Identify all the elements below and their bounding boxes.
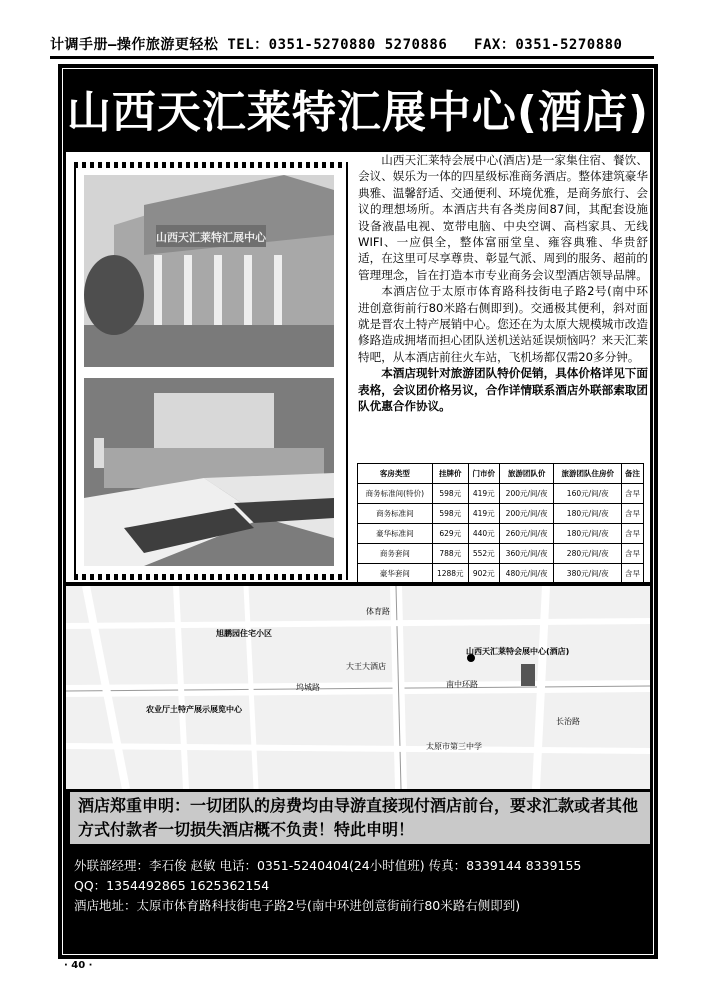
table-cell: 380元/间/夜 [554,564,622,584]
table-cell: 260元/间/夜 [499,524,554,544]
hotel-exterior-illustration [84,175,334,367]
hotel-room-illustration [84,378,334,566]
table-row [358,544,644,564]
map-label: 南中环路 [446,680,478,689]
header-rule [50,56,654,59]
table-cell: 含早 [622,544,644,564]
table-cell: 440元 [468,524,499,544]
map-roads [66,586,650,789]
table-cell: 180元/间/夜 [554,504,622,524]
table-cell: 200元/间/夜 [499,484,554,504]
rate-header-rack: 挂牌价 [432,464,468,484]
contact-qq: QQ：1354492865 1625362154 [74,878,270,893]
table-cell: 含早 [622,564,644,584]
table-cell: 含早 [622,484,644,504]
contact-manager-phone: 外联部经理：李石俊 赵敏 电话：0351-5240404(24小时值班) 传真：8339144 8339155 [74,858,582,873]
table-cell: 商务标准间(特价) [358,484,433,504]
rate-header-note: 备注 [622,464,644,484]
page-header [50,34,656,56]
page-number: · 40 · [64,960,93,971]
table-row [358,524,644,544]
table-cell: 419元 [468,504,499,524]
table-cell: 552元 [468,544,499,564]
hotel-exterior-photo [84,175,334,367]
table-cell: 280元/间/夜 [554,544,622,564]
table-cell: 200元/间/夜 [499,504,554,524]
map-label: 坞城路 [296,683,320,692]
payment-notice: 酒店郑重申明：一切团队的房费均由导游直接现付酒店前台，要求汇款或者其他方式付款者一切损失酒店概不负责！特此申明！ [70,792,650,844]
rate-table-header-row [358,464,644,484]
building-sign-text: 山西天汇莱特汇展中心 [156,231,266,244]
table-cell: 160元/间/夜 [554,484,622,504]
intro-paragraph-3: 本酒店现针对旅游团队特价促销，具体价格详见下面表格，会议团价格另议，合作详情联系酒店外联部索取团队优惠合作协议。 [358,366,648,414]
map-label: 太原市第三中学 [426,742,482,751]
header-slogan: 计调手册—操作旅游更轻松 [50,37,219,53]
rate-header-walkin: 门市价 [468,464,499,484]
table-cell: 1288元 [432,564,468,584]
table-row [358,564,644,584]
table-cell: 902元 [468,564,499,584]
map-label: 体育路 [366,607,390,616]
rate-table [357,463,644,584]
table-cell: 含早 [622,524,644,544]
rate-header-group-stay: 旅游团队住房价 [554,464,622,484]
intro-paragraph-1: 山西天汇莱特会展中心(酒店)是一家集住宿、餐饮、会议、娱乐为一体的四星级标准商务酒店。整体建筑豪华典雅、温馨舒适、交通便利、环境优雅，是商务旅行、会议的理想场所。本酒店共有各类房间87间，其配套设施设备液晶电视、宽带电脑、中央空调、高档家具、无线WIFI、一应俱全，整体富丽堂皇、雍容典雅、华贵舒适，在这里可尽享尊贵、彰显气派、周到的服务、超前的管理理念，旨在打造本市专业商务会议型酒店领导品牌。 [358,153,648,282]
map-label-hotel: 山西天汇莱特会展中心(酒店) [466,647,570,656]
table-row [358,484,644,504]
map-label: 长治路 [556,717,580,726]
table-cell: 480元/间/夜 [499,564,554,584]
table-cell: 629元 [432,524,468,544]
table-cell: 豪华套间 [358,564,433,584]
table-cell: 360元/间/夜 [499,544,554,564]
table-cell: 419元 [468,484,499,504]
header-fax: 0351-5270880 [515,37,623,53]
header-fax-label: FAX： [474,37,516,53]
table-cell: 788元 [432,544,468,564]
table-cell: 598元 [432,504,468,524]
rate-header-room-type: 客房类型 [358,464,433,484]
map-label: 大王大酒店 [346,662,386,671]
map-label: 农业厅土特产展示展览中心 [146,705,242,714]
intro-paragraph-2: 本酒店位于太原市体育路科技街电子路2号(南中环进创意街前行80米路右侧即到)。交通极其便利，斜对面就是晋农土特产展销中心。您还在为太原大规模城市改造修路造成拥堵而担心团队送机送站延误烦恼吗？来天汇莱特吧，从本酒店前往火车站，飞机场都仅需20多分钟。 [358,284,648,364]
table-row [358,504,644,524]
contact-address: 酒店地址：太原市体育路科技街电子路2号(南中环进创意街前行80米路右侧即到) [74,898,521,913]
table-cell: 598元 [432,484,468,504]
table-cell: 含早 [622,504,644,524]
table-cell: 商务标准间 [358,504,433,524]
contact-info [74,856,646,916]
hotel-title: 山西天汇莱特汇展中心(酒店) [66,87,650,138]
hotel-introduction [358,152,648,415]
table-cell: 180元/间/夜 [554,524,622,544]
table-cell: 豪华标准间 [358,524,433,544]
header-tel: 0351-5270880 5270886 [268,37,448,53]
map-label: 旭鹏园住宅小区 [216,629,272,638]
hotel-room-photo [84,378,334,566]
rate-header-group: 旅游团队价 [499,464,554,484]
table-cell: 商务套间 [358,544,433,564]
header-tel-label: TEL： [227,37,269,53]
location-map [66,586,650,789]
